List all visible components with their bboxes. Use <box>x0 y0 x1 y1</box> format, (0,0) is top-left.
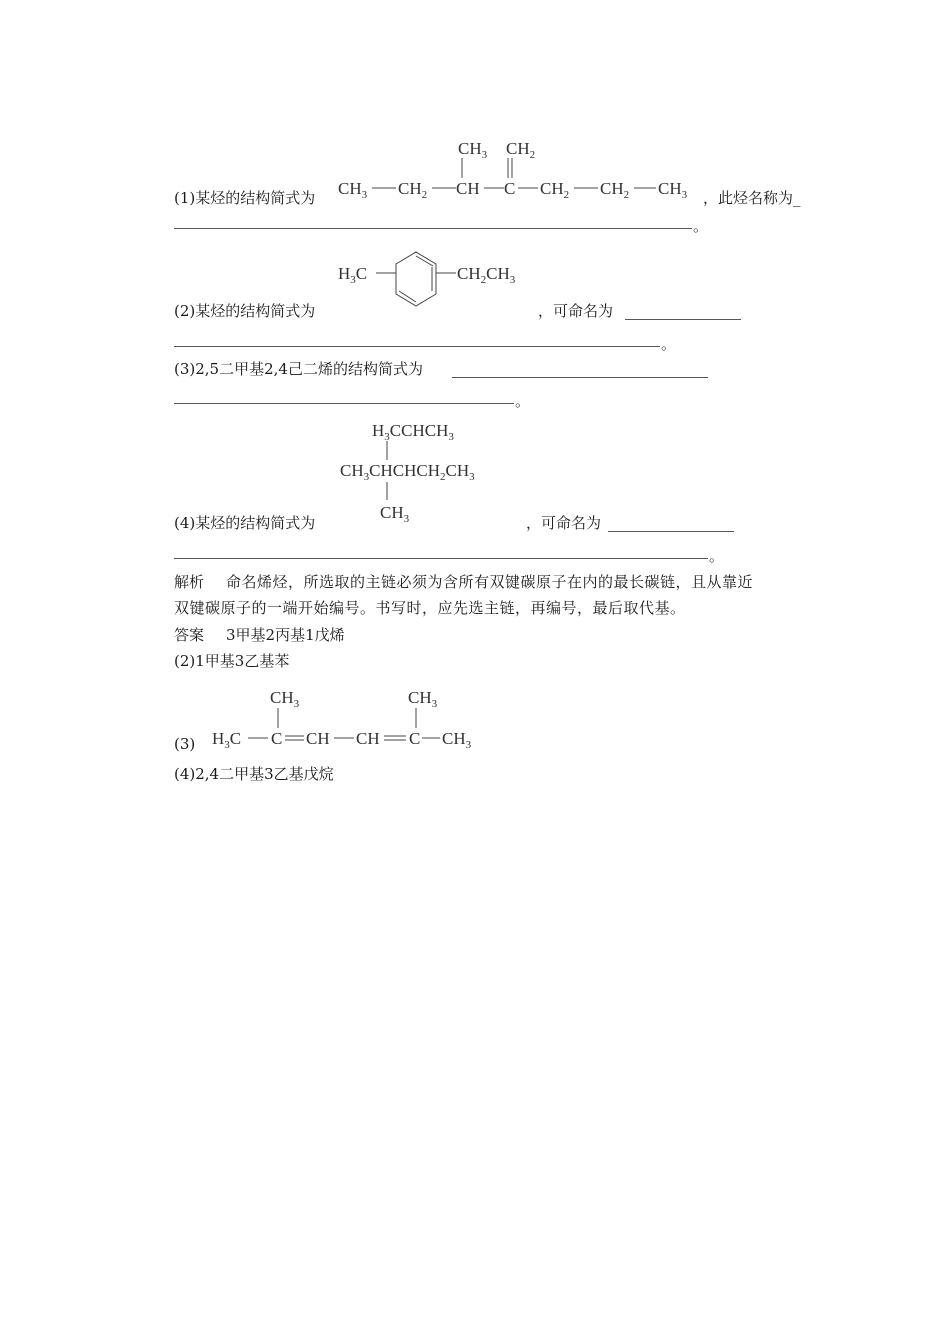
answer-3-structural-formula <box>210 684 490 750</box>
q2-answer-blank-a[interactable] <box>625 319 741 320</box>
q4-answer-blank-a[interactable] <box>608 531 734 532</box>
q2-structural-formula <box>336 244 546 322</box>
answer-2: (2)1甲基3乙基苯 <box>174 652 290 670</box>
q1-branch-ch3: $CH_3$ <box>458 139 488 161</box>
q4-end: 。 <box>709 547 725 565</box>
analysis-line-1: 命名烯烃，所选取的主链必须为含所有双键碳原子在内的最长碳链，且从靠近 <box>226 573 754 591</box>
q1-chain-ch: CH <box>456 179 480 198</box>
q4-top-group: $H_3CCHCH_3$ <box>372 421 454 443</box>
q4-main-chain: $CH_3CHCHCH_2CH_3$ <box>340 461 475 483</box>
q2-right-group: $CH_2CH_3$ <box>457 264 516 286</box>
q4-bottom-group: $CH_3$ <box>380 503 410 525</box>
q3-answer-blank-a[interactable] <box>452 377 708 378</box>
a3-branch-left: $CH_3$ <box>270 688 300 710</box>
q4-suffix: ，可命名为 <box>526 514 602 532</box>
a3-chain-c-right: C <box>409 729 421 748</box>
answer-1: 3甲基2丙基1戊烯 <box>226 626 345 644</box>
q1-chain-ch3-a: $CH_3$ <box>338 179 368 201</box>
q3-end: 。 <box>515 392 531 410</box>
analysis-line-2: 双键碳原子的一端开始编号。书写时，应先选主链，再编号，最后取代基。 <box>174 599 686 617</box>
a3-chain-ch-a: CH <box>306 729 330 748</box>
q1-structural-formula <box>334 132 704 204</box>
q1-end: 。 <box>693 217 709 235</box>
q1-prefix: (1)某烃的结构简式为 <box>174 189 316 207</box>
q1-chain-ch2-c: $CH_2$ <box>600 179 630 201</box>
q1-chain-ch3-b: $CH_3$ <box>658 179 688 201</box>
q4-answer-blank-b[interactable] <box>174 558 708 559</box>
a3-chain-h3c: $H_3C$ <box>212 729 242 750</box>
q2-prefix: (2)某烃的结构简式为 <box>174 302 316 320</box>
q4-structural-formula <box>336 416 526 526</box>
answer-label: 答案 <box>174 626 205 644</box>
answer-4: (4)2,4二甲基3乙基戊烷 <box>174 765 334 783</box>
q2-left-group: $H_3C$ <box>338 264 368 286</box>
q1-branch-ch2: $CH_2$ <box>506 139 536 161</box>
q4-prefix: (4)某烃的结构简式为 <box>174 514 316 532</box>
q1-chain-ch2-b: $CH_2$ <box>540 179 570 201</box>
q3-text: (3)2,5二甲基2,4己二烯的结构简式为 <box>174 360 423 378</box>
q1-chain-c: C <box>504 179 516 198</box>
q2-suffix: ，可命名为 <box>538 302 614 320</box>
q1-chain-ch2-a: $CH_2$ <box>398 179 428 201</box>
a3-chain-ch3: $CH_3$ <box>442 729 472 750</box>
analysis-label: 解析 <box>174 573 205 591</box>
q1-answer-blank[interactable] <box>174 228 692 229</box>
a3-chain-c-left: C <box>271 729 283 748</box>
q3-answer-blank-b[interactable] <box>174 403 514 404</box>
q1-suffix: ，此烃名称为_ <box>703 189 801 207</box>
q2-answer-blank-b[interactable] <box>174 346 660 347</box>
a3-chain-ch-b: CH <box>356 729 380 748</box>
a3-branch-right: $CH_3$ <box>408 688 438 710</box>
q2-end: 。 <box>661 335 677 353</box>
answer-3-label: (3) <box>174 735 196 753</box>
